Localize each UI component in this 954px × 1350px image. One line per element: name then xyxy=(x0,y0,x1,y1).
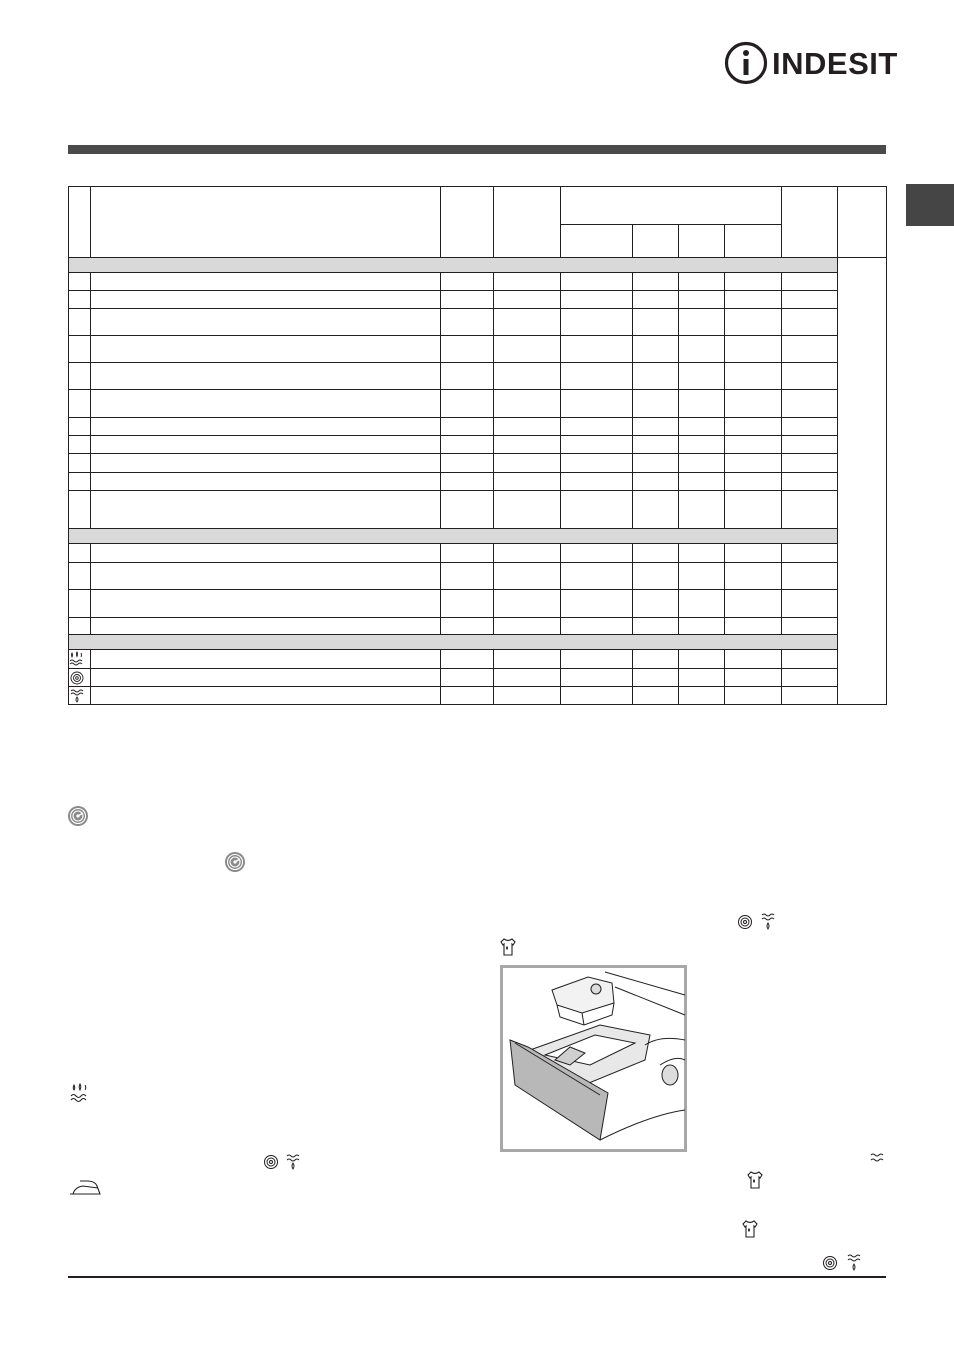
spin-icon xyxy=(263,1154,279,1170)
brand-wordmark: INDESIT xyxy=(772,46,898,81)
drain-icon xyxy=(760,912,776,932)
shirt-icon xyxy=(741,1219,759,1239)
spin-icon xyxy=(822,1255,838,1271)
rinse-icon xyxy=(869,1152,887,1168)
header-rule xyxy=(68,145,886,154)
spin-icon xyxy=(68,670,86,686)
rinse-icon xyxy=(68,1082,92,1104)
detergent-dispenser-drawer xyxy=(500,965,687,1152)
language-tab xyxy=(906,184,954,226)
drain-icon xyxy=(846,1253,862,1273)
table-grid xyxy=(68,186,887,705)
indesit-logo xyxy=(723,40,898,86)
rinse-icon xyxy=(68,651,86,667)
footer-rule xyxy=(68,1276,886,1278)
programs-table xyxy=(68,186,887,705)
shirt-icon xyxy=(746,1170,764,1190)
spin-icon xyxy=(737,914,753,930)
drain-icon xyxy=(68,688,86,704)
spin-program-icon xyxy=(224,851,246,873)
drain-icon xyxy=(285,1153,301,1171)
shirt-icon xyxy=(499,937,517,957)
logo-i-icon xyxy=(723,40,769,86)
easy-iron-icon xyxy=(67,1177,103,1197)
spin-program-icon xyxy=(67,805,89,827)
